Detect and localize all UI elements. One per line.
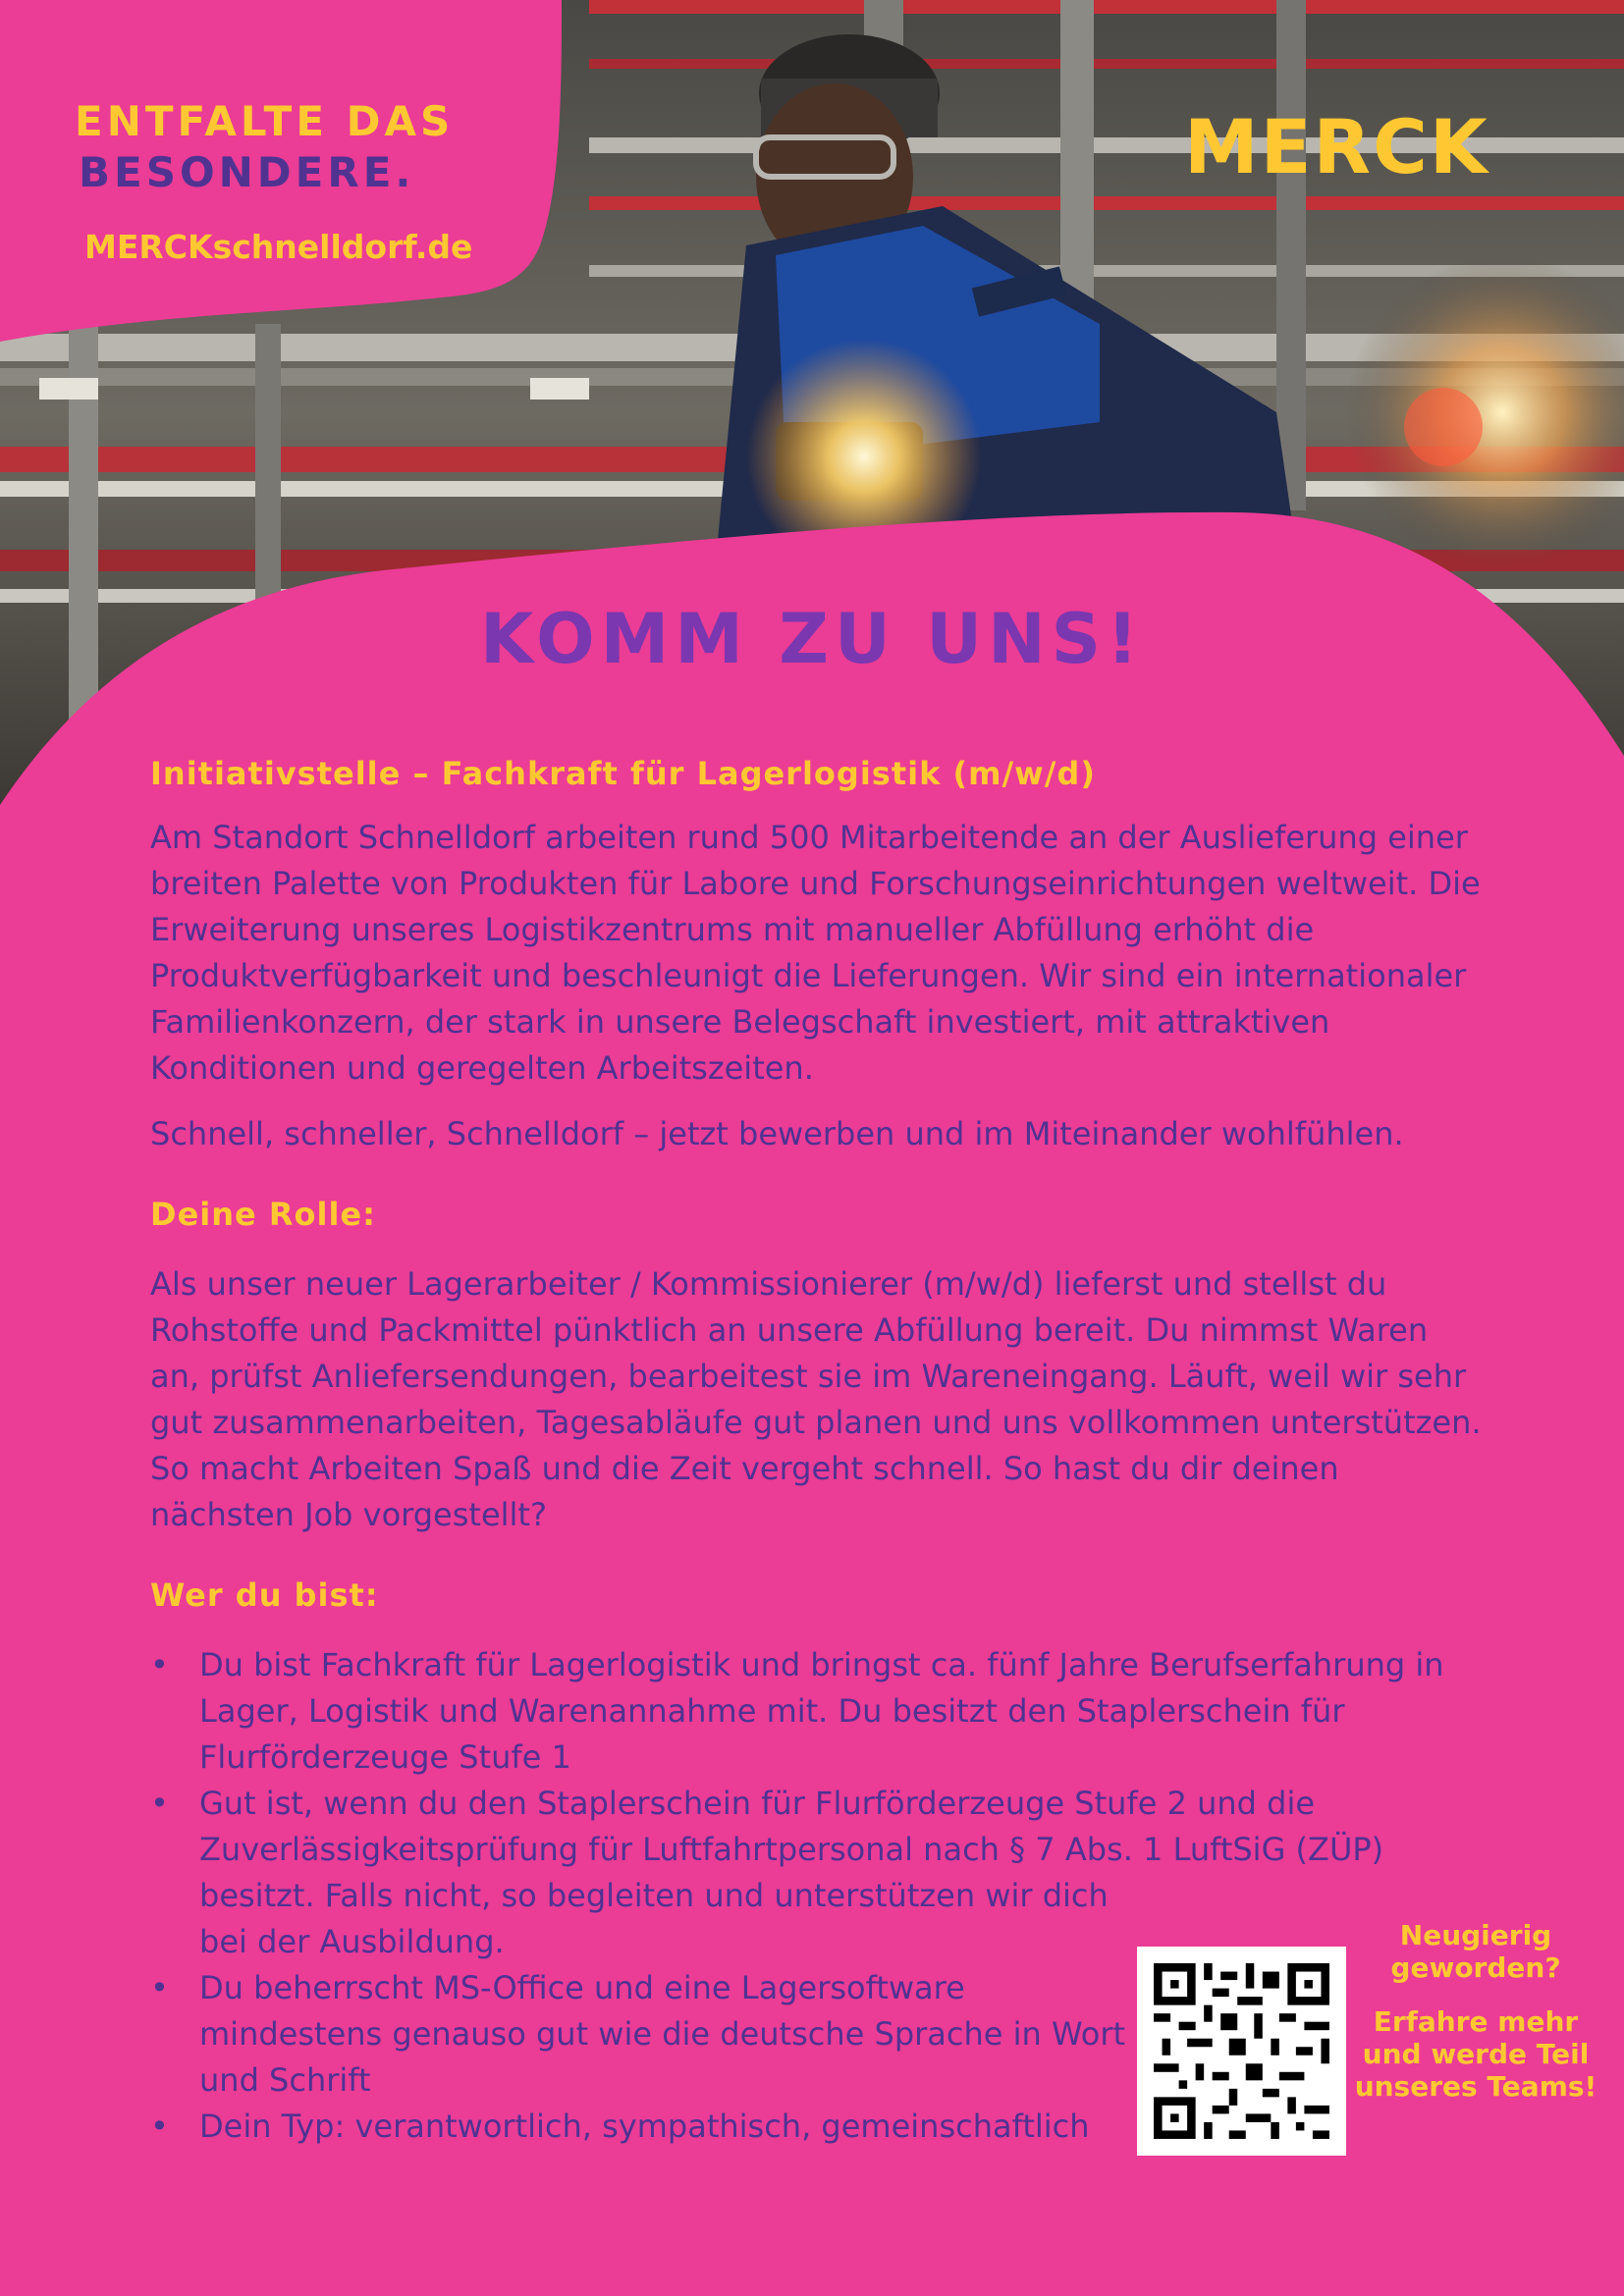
page-headline: KOMM ZU UNS! <box>479 599 1145 679</box>
call-to-action <box>1347 1919 1604 2103</box>
main-content <box>150 752 1486 2150</box>
qr-code-icon[interactable] <box>1137 1947 1346 2156</box>
job-intro: Am Standort Schnelldorf arbeiten rund 500 Mitarbeitende an der Auslieferung einer breiten Palette von Produkten für Labore und Forschungseinrichtungen weltweit. Die Erweiterung unseres Logistikzentrums mit manueller Abfüllung erhöht die Produktverfügbarkeit und beschleunigt die Lieferungen. Wir sind ein internationaler Familienkonzern, der stark in unsere Belegschaft investiert, mit attraktiven Konditionen und geregelten Arbeitszeiten. <box>150 819 1481 1087</box>
list-item: • Du bist Fachkraft für Lagerlogistik und bringst ca. fünf Jahre Berufserfahrung in Lager, Logistik und Warenannahme mit. Du besitzt den Staplerschein für Flurförderzeuge Stufe 1 <box>150 1642 1486 1781</box>
role-text: Als unser neuer Lagerarbeiter / Kommissionierer (m/w/d) lieferst und stellst du Rohstoffe und Packmittel pünktlich an unsere Abfüllung bereit. Du nimmst Waren an, prüfst Anliefersendungen, bearbeitest sie im Wareneingang. Läuft, weil wir sehr gut zusammenarbeiten, Tagesabläufe gut planen und uns vollkommen unterstützen. So macht Arbeiten Spaß und die Zeit vergeht schnell. So hast du dir deinen nächsten Job vorgestellt? <box>150 1265 1482 1533</box>
list-item: • Dein Typ: verantwortlich, sympathisch, gemeinschaftlich <box>150 2104 1486 2150</box>
website-link[interactable]: MERCKschnelldorf.de <box>84 228 473 266</box>
brand-tagline <box>75 96 454 198</box>
job-title: Initiativstelle – Fachkraft für Lagerlogistik (m/w/d) <box>150 755 1096 792</box>
job-slogan: Schnell, schneller, Schnelldorf – jetzt bewerben und im Miteinander wohlfühlen. <box>150 1115 1404 1152</box>
list-item: • Gut ist, wenn du den Staplerschein für Flurförderzeuge Stufe 2 und die Zuverlässigkeitsprüfung für Luftfahrtpersonal nach § 7 Abs. 1 LuftSiG (ZÜP) besitzt. Falls nicht, so begleiten und unterstützen wir dich bei der Ausbildung. <box>150 1781 1486 1965</box>
tagline-line-2: BESONDERE. <box>79 148 415 196</box>
role-heading: Deine Rolle: <box>150 1196 376 1233</box>
cta-line-a: Neugierig geworden? <box>1390 1919 1561 1984</box>
cta-line-b: Erfahre mehr und werde Teil unseres Teams! <box>1354 2005 1597 2103</box>
profile-heading: Wer du bist: <box>150 1576 379 1614</box>
merck-logo: MERCK <box>1184 103 1489 190</box>
tagline-line-1: ENTFALTE DAS <box>75 97 455 145</box>
list-item: • Du beherrscht MS-Office und eine Lagersoftware mindestens genauso gut wie die deutsche Sprache in Wort und Schrift <box>150 1965 1486 2104</box>
